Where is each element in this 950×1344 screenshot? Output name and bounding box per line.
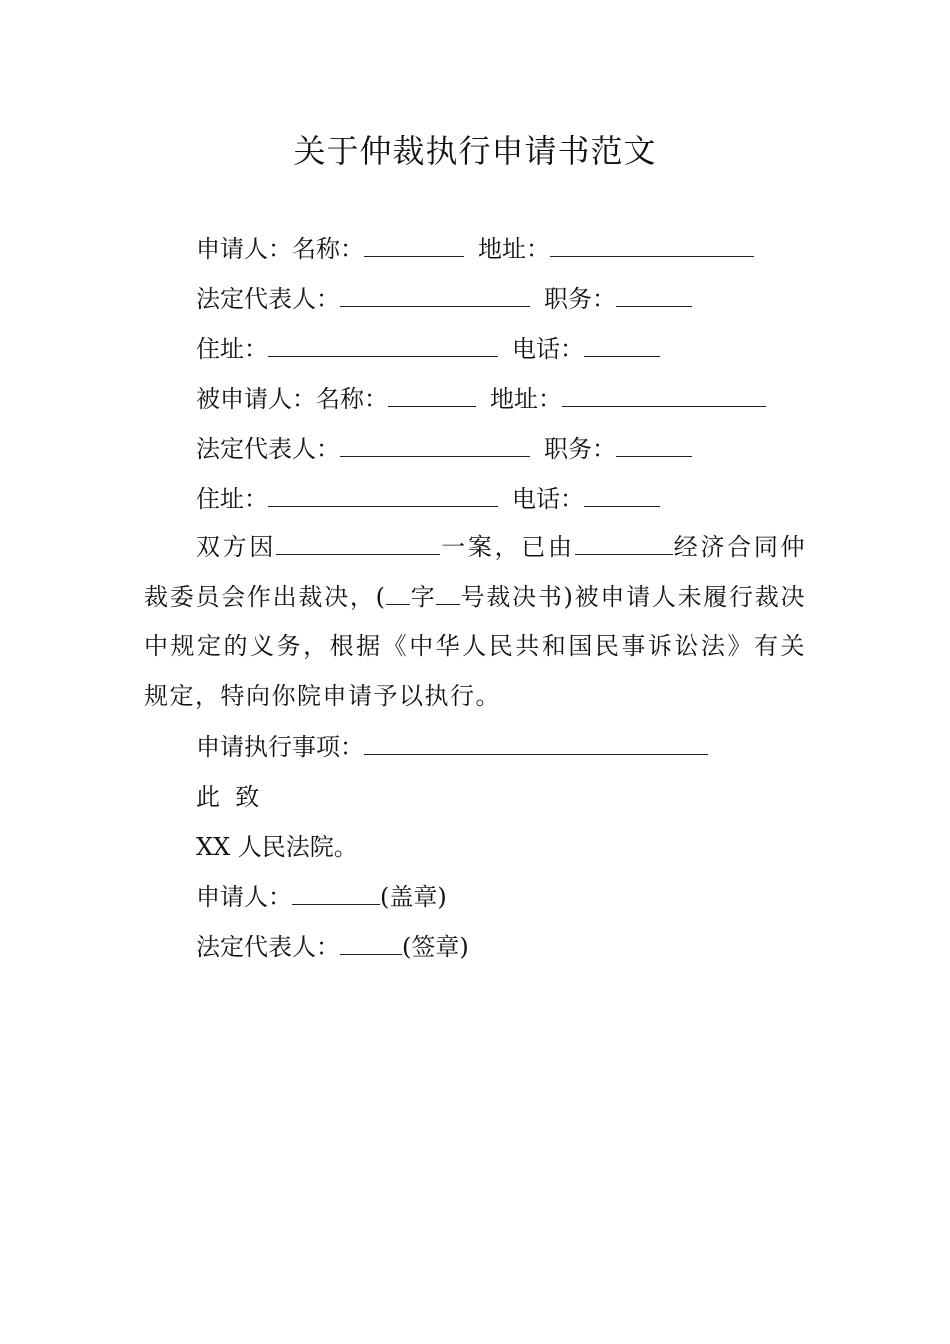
committee-blank[interactable] bbox=[575, 532, 673, 555]
respondent-line bbox=[196, 384, 766, 414]
document-title: 关于仲裁执行申请书范文 bbox=[293, 132, 657, 170]
salutation-line bbox=[196, 782, 259, 812]
legal-rep-sign-blank[interactable] bbox=[340, 932, 402, 955]
respondent-address-blank[interactable] bbox=[562, 384, 766, 407]
legal-rep-label: 法定代表人： bbox=[196, 435, 340, 463]
salutation: 此 致 bbox=[196, 783, 260, 811]
applicant-address-blank[interactable] bbox=[550, 234, 754, 257]
respondent-name-blank[interactable] bbox=[388, 384, 476, 407]
applicant-sign-blank[interactable] bbox=[292, 882, 380, 905]
phone-blank[interactable] bbox=[584, 484, 660, 507]
legal-rep-sign-label: 法定代表人： bbox=[196, 933, 340, 961]
matters-label: 申请执行事项： bbox=[196, 733, 364, 761]
legal-rep-line-1 bbox=[196, 284, 692, 314]
applicant-sign-label: 申请人： bbox=[196, 883, 292, 911]
legal-rep-blank[interactable] bbox=[340, 434, 530, 457]
position-label: 职务： bbox=[544, 285, 616, 313]
body-text-4: 字 bbox=[410, 582, 437, 611]
applicant-address-label: 地址： bbox=[478, 235, 550, 263]
residence-line-1 bbox=[196, 334, 660, 364]
body-text-2: 一案，已由 bbox=[440, 533, 575, 561]
residence-line-2 bbox=[196, 484, 660, 514]
matters-blank[interactable] bbox=[364, 732, 708, 755]
body-paragraph bbox=[144, 523, 806, 721]
legal-rep-label: 法定代表人： bbox=[196, 285, 340, 313]
respondent-address-label: 地址： bbox=[490, 385, 562, 413]
phone-blank[interactable] bbox=[584, 334, 660, 357]
number-blank[interactable] bbox=[436, 582, 460, 605]
residence-blank[interactable] bbox=[268, 334, 498, 357]
applicant-seal-line bbox=[196, 882, 447, 912]
residence-label: 住址： bbox=[196, 335, 268, 363]
position-blank[interactable] bbox=[616, 434, 692, 457]
legal-rep-sign-line bbox=[196, 932, 469, 962]
phone-label: 电话： bbox=[512, 485, 584, 513]
residence-label: 住址： bbox=[196, 485, 268, 513]
respondent-name-label: 被申请人：名称： bbox=[196, 385, 388, 413]
position-blank[interactable] bbox=[616, 284, 692, 307]
applicant-name-blank[interactable] bbox=[364, 234, 464, 257]
residence-blank[interactable] bbox=[268, 484, 498, 507]
position-label: 职务： bbox=[544, 435, 616, 463]
seal-note: (盖章) bbox=[380, 883, 447, 911]
signature-note: (签章) bbox=[402, 933, 469, 961]
applicant-line bbox=[196, 234, 754, 264]
phone-label: 电话： bbox=[512, 335, 584, 363]
body-text-5: 号裁决书)被申请人未履行裁决中规定的义务，根据《中华人民共和国民事诉讼法》有关规定，特向你院申请予以执行。 bbox=[144, 582, 806, 710]
case-blank[interactable] bbox=[276, 532, 440, 555]
body-text-1: 双方因 bbox=[196, 533, 277, 561]
court-line bbox=[196, 832, 358, 862]
applicant-name-label: 申请人：名称： bbox=[196, 235, 364, 263]
word-blank[interactable] bbox=[386, 582, 410, 605]
matters-line bbox=[196, 732, 708, 762]
legal-rep-blank[interactable] bbox=[340, 284, 530, 307]
court-name: XX 人民法院。 bbox=[196, 833, 358, 861]
body-text-3: 经济合同仲裁委员会作出裁决，( bbox=[144, 533, 807, 611]
legal-rep-line-2 bbox=[196, 434, 692, 464]
